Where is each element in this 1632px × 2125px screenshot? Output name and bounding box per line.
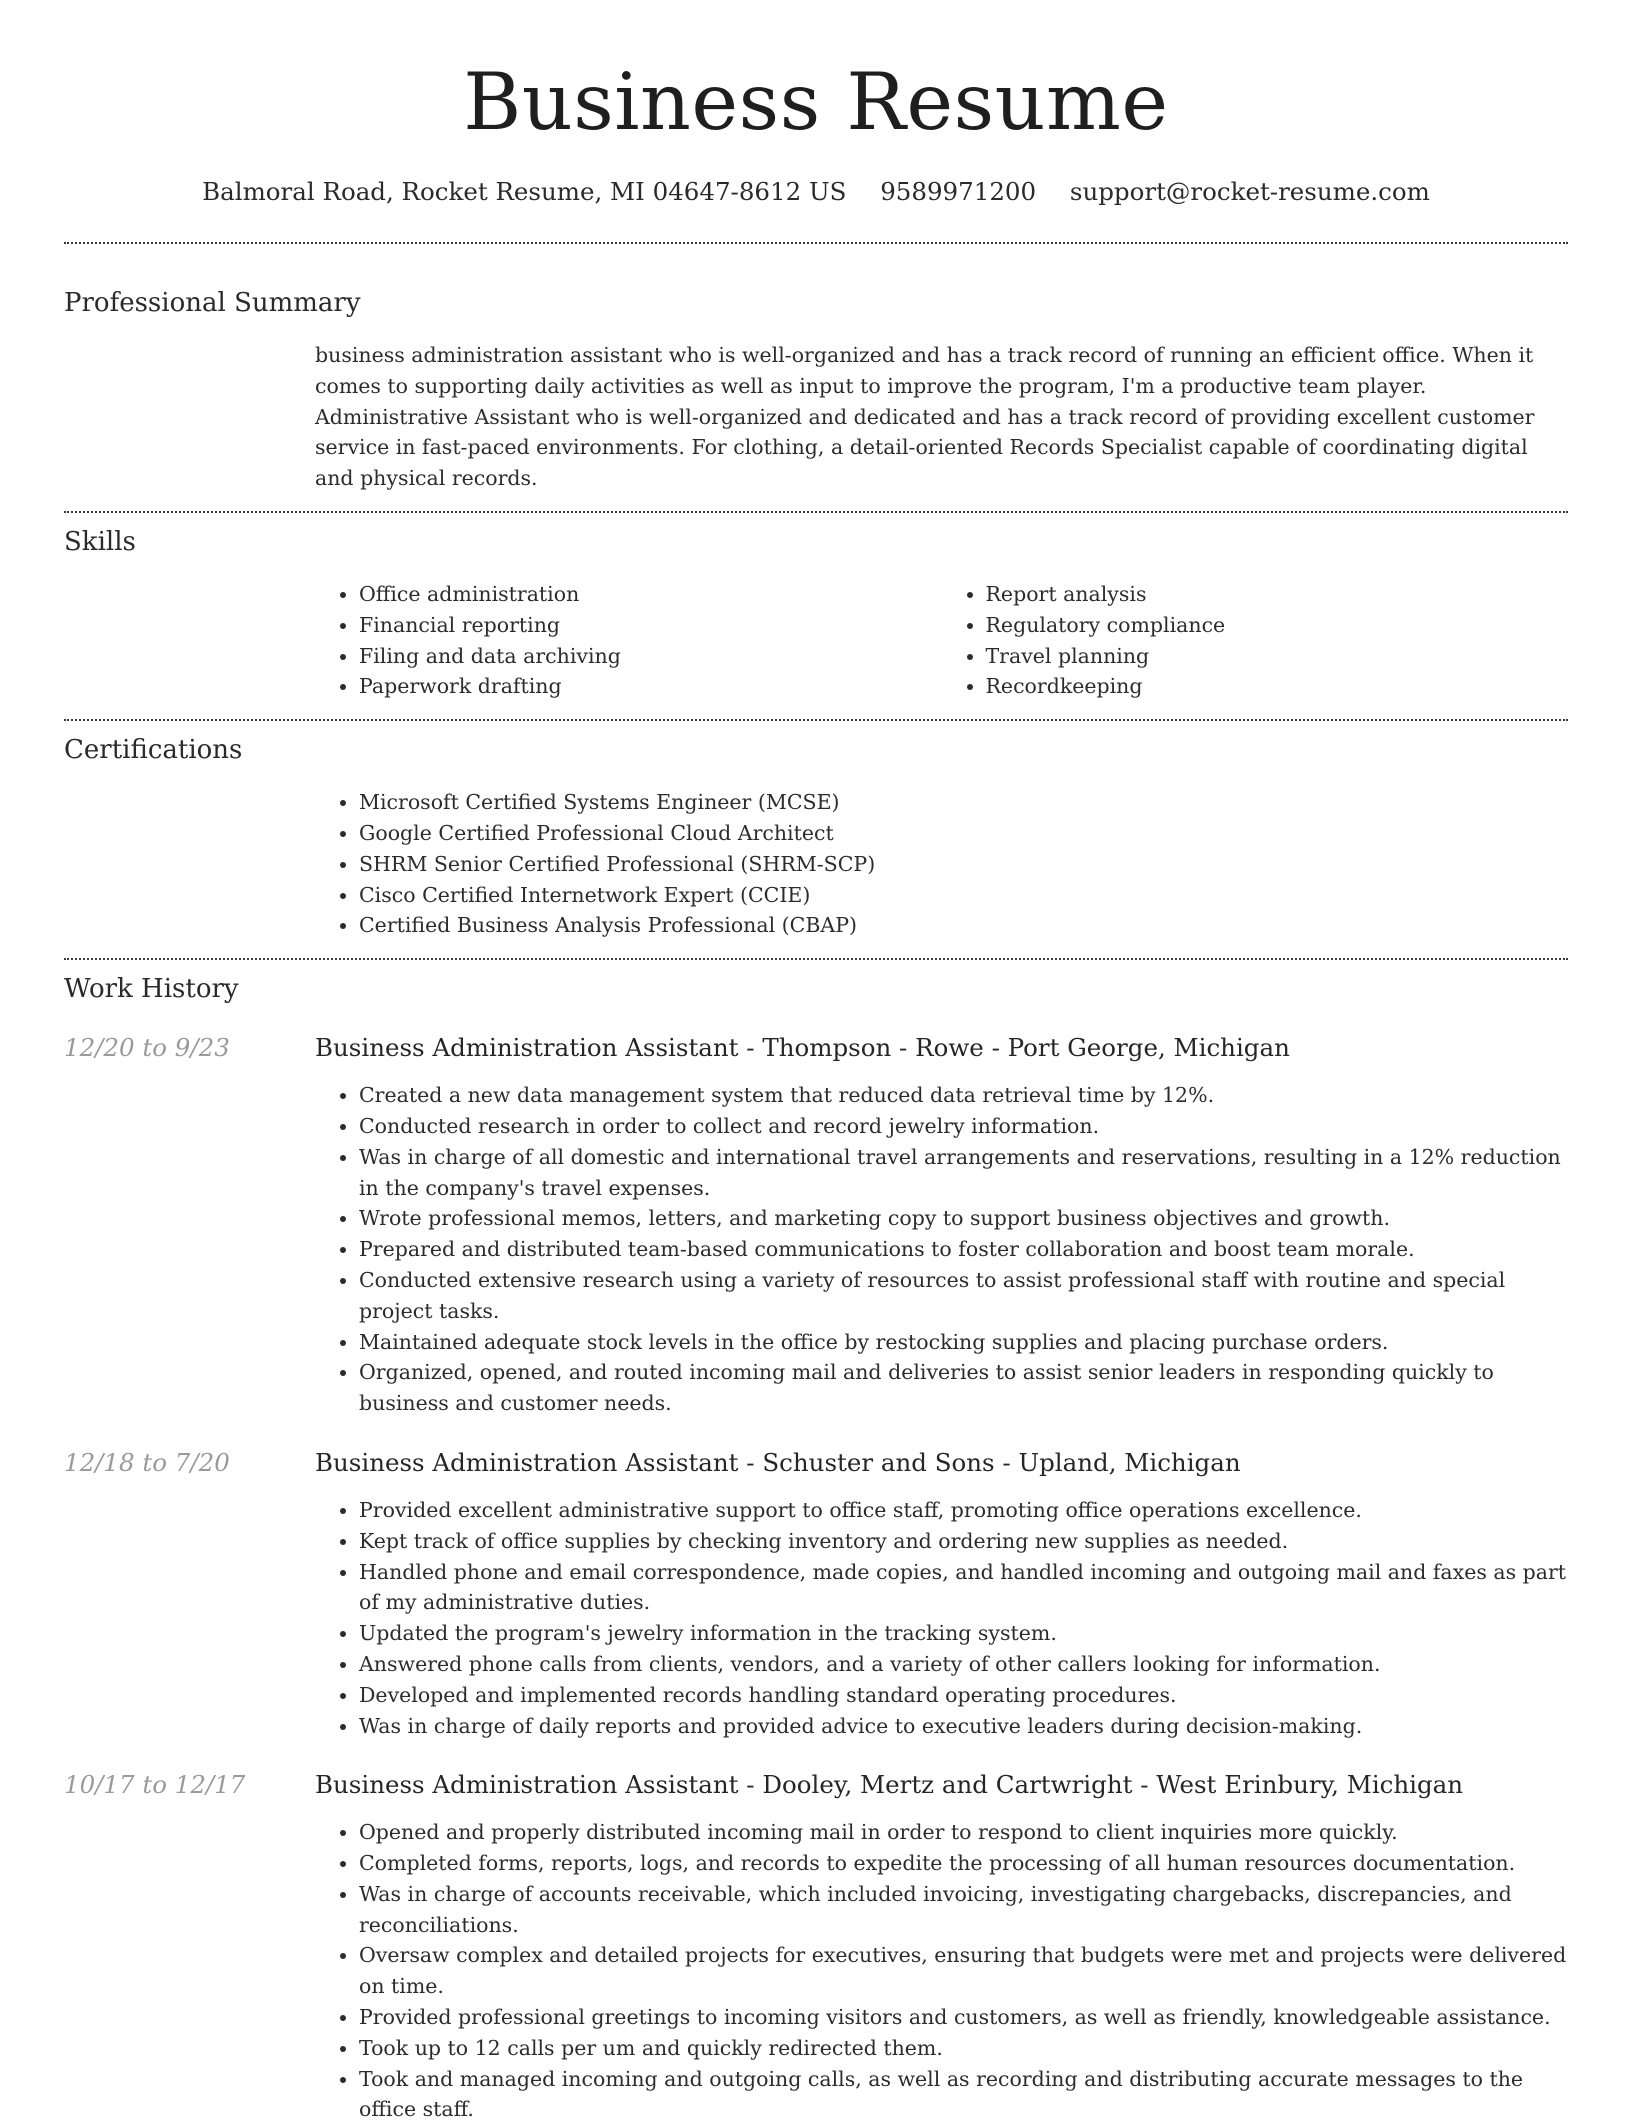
job-dates: 10/17 to 12/17 bbox=[64, 1770, 246, 1800]
job-duty-item: • Provided excellent administrative support to office staff, promoting office operations excellence. bbox=[359, 1495, 1568, 1526]
job-title: Business Administration Assistant - Schuster and Sons - Upland, Michigan bbox=[315, 1447, 1241, 1477]
contact-address: Balmoral Road, Rocket Resume, MI 04647-8612 US bbox=[202, 177, 847, 206]
skill-item: • Travel planning bbox=[986, 641, 1569, 672]
job-duty-item: • Prepared and distributed team-based communications to foster collaboration and boost team morale. bbox=[359, 1234, 1568, 1265]
job-title: Business Administration Assistant - Thompson - Rowe - Port George, Michigan bbox=[315, 1033, 1290, 1063]
skills-list-right bbox=[942, 579, 1569, 702]
work-history-list bbox=[64, 1032, 1568, 2125]
contact-line bbox=[64, 176, 1568, 208]
job-duty-item: • Maintained adequate stock levels in the office by restocking supplies and placing purchase orders. bbox=[359, 1327, 1568, 1358]
job-duty-item: • Kept track of office supplies by checking inventory and ordering new supplies as needed. bbox=[359, 1526, 1568, 1557]
job-duty-item: • Conducted extensive research using a variety of resources to assist professional staff with routine and special project tasks. bbox=[359, 1265, 1568, 1327]
job-duty-item: • Was in charge of accounts receivable, which included invoicing, investigating chargebacks, discrepancies, and reconciliations. bbox=[359, 1879, 1568, 1941]
job-title: Business Administration Assistant - Dooley, Mertz and Cartwright - West Erinbury, Michigan bbox=[315, 1770, 1464, 1800]
job-entry bbox=[64, 1769, 1568, 2125]
job-entry bbox=[64, 1447, 1568, 1741]
job-duties bbox=[315, 1080, 1568, 1419]
job-duty-item: • Took up to 12 calls per um and quickly redirected them. bbox=[359, 2033, 1568, 2064]
job-dates: 12/18 to 7/20 bbox=[64, 1447, 230, 1477]
job-duty-item: • Was in charge of daily reports and provided advice to executive leaders during decision-making. bbox=[359, 1711, 1568, 1742]
job-header bbox=[64, 1032, 1568, 1064]
job-duty-item: • Answered phone calls from clients, vendors, and a variety of other callers looking for information. bbox=[359, 1649, 1568, 1680]
job-dates: 12/20 to 9/23 bbox=[64, 1033, 230, 1063]
skill-item: • Office administration bbox=[359, 579, 942, 610]
job-duty-item: • Conducted research in order to collect and record jewelry information. bbox=[359, 1111, 1568, 1142]
divider bbox=[64, 719, 1568, 721]
contact-email: support@rocket-resume.com bbox=[1069, 177, 1430, 206]
divider bbox=[64, 958, 1568, 960]
certification-item: • Microsoft Certified Systems Engineer (MCSE) bbox=[359, 787, 1568, 818]
divider bbox=[64, 242, 1568, 244]
skill-item: • Filing and data archiving bbox=[359, 641, 942, 672]
job-header bbox=[64, 1447, 1568, 1479]
work-history-title: Work History bbox=[64, 974, 239, 1005]
job-duty-item: • Was in charge of all domestic and international travel arrangements and reservations, resulting in a 12% reduction in the company's travel expenses. bbox=[359, 1142, 1568, 1204]
job-duty-item: • Took and managed incoming and outgoing calls, as well as recording and distributing accurate messages to the office staff. bbox=[359, 2064, 1568, 2125]
job-duty-item: • Provided professional greetings to incoming visitors and customers, as well as friendly, knowledgeable assistance. bbox=[359, 2002, 1568, 2033]
skills-grid bbox=[315, 579, 1568, 702]
job-duties-list bbox=[315, 1495, 1568, 1741]
skills-title: Skills bbox=[64, 526, 136, 557]
job-duty-item: • Created a new data management system that reduced data retrieval time by 12%. bbox=[359, 1080, 1568, 1111]
job-duty-item: • Updated the program's jewelry information in the tracking system. bbox=[359, 1618, 1568, 1649]
certifications-list bbox=[315, 787, 1568, 941]
job-duties-list bbox=[315, 1080, 1568, 1419]
certification-item: • Google Certified Professional Cloud Architect bbox=[359, 818, 1568, 849]
summary-title: Professional Summary bbox=[64, 288, 361, 318]
contact-phone: 9589971200 bbox=[880, 177, 1037, 206]
job-duty-item: • Oversaw complex and detailed projects for executives, ensuring that budgets were met and projects were delivered on time. bbox=[359, 1940, 1568, 2002]
job-duty-item: • Wrote professional memos, letters, and marketing copy to support business objectives and growth. bbox=[359, 1203, 1568, 1234]
skill-item: • Regulatory compliance bbox=[986, 610, 1569, 641]
job-duty-item: • Developed and implemented records handling standard operating procedures. bbox=[359, 1680, 1568, 1711]
skill-item: • Report analysis bbox=[986, 579, 1569, 610]
job-entry bbox=[64, 1032, 1568, 1419]
job-duties bbox=[315, 1495, 1568, 1741]
certifications-title: Certifications bbox=[64, 735, 243, 766]
job-header bbox=[64, 1769, 1568, 1801]
certification-item: • SHRM Senior Certified Professional (SHRM-SCP) bbox=[359, 849, 1568, 880]
job-duty-item: • Completed forms, reports, logs, and records to expedite the processing of all human resources documentation. bbox=[359, 1848, 1568, 1879]
job-duties bbox=[315, 1817, 1568, 2125]
certification-item: • Cisco Certified Internetwork Expert (CCIE) bbox=[359, 880, 1568, 911]
job-duty-item: • Opened and properly distributed incoming mail in order to respond to client inquiries more quickly. bbox=[359, 1817, 1568, 1848]
job-duty-item: • Handled phone and email correspondence, made copies, and handled incoming and outgoing mail and faxes as part of my administrative duties. bbox=[359, 1557, 1568, 1619]
resume-name: Business Resume bbox=[463, 56, 1169, 148]
skills-list-left bbox=[315, 579, 942, 702]
divider bbox=[64, 511, 1568, 513]
job-duties-list bbox=[315, 1817, 1568, 2125]
certification-item: • Certified Business Analysis Professional (CBAP) bbox=[359, 910, 1568, 941]
certifications-body bbox=[315, 787, 1568, 941]
skill-item: • Financial reporting bbox=[359, 610, 942, 641]
job-duty-item: • Organized, opened, and routed incoming mail and deliveries to assist senior leaders in responding quickly to business and customer needs. bbox=[359, 1357, 1568, 1419]
summary-text: business administration assistant who is well-organized and has a track record of running an efficient office. When it comes to supporting daily activities as well as input to improve the program, I'm a productive team player. Administrative Assistant who is well-organized and dedicated and has a track record of providing excellent customer service in fast-paced environments. For clothing, a detail-oriented Records Specialist capable of coordinating digital and physical records. bbox=[315, 343, 1535, 491]
skill-item: • Recordkeeping bbox=[986, 671, 1569, 702]
skill-item: • Paperwork drafting bbox=[359, 671, 942, 702]
